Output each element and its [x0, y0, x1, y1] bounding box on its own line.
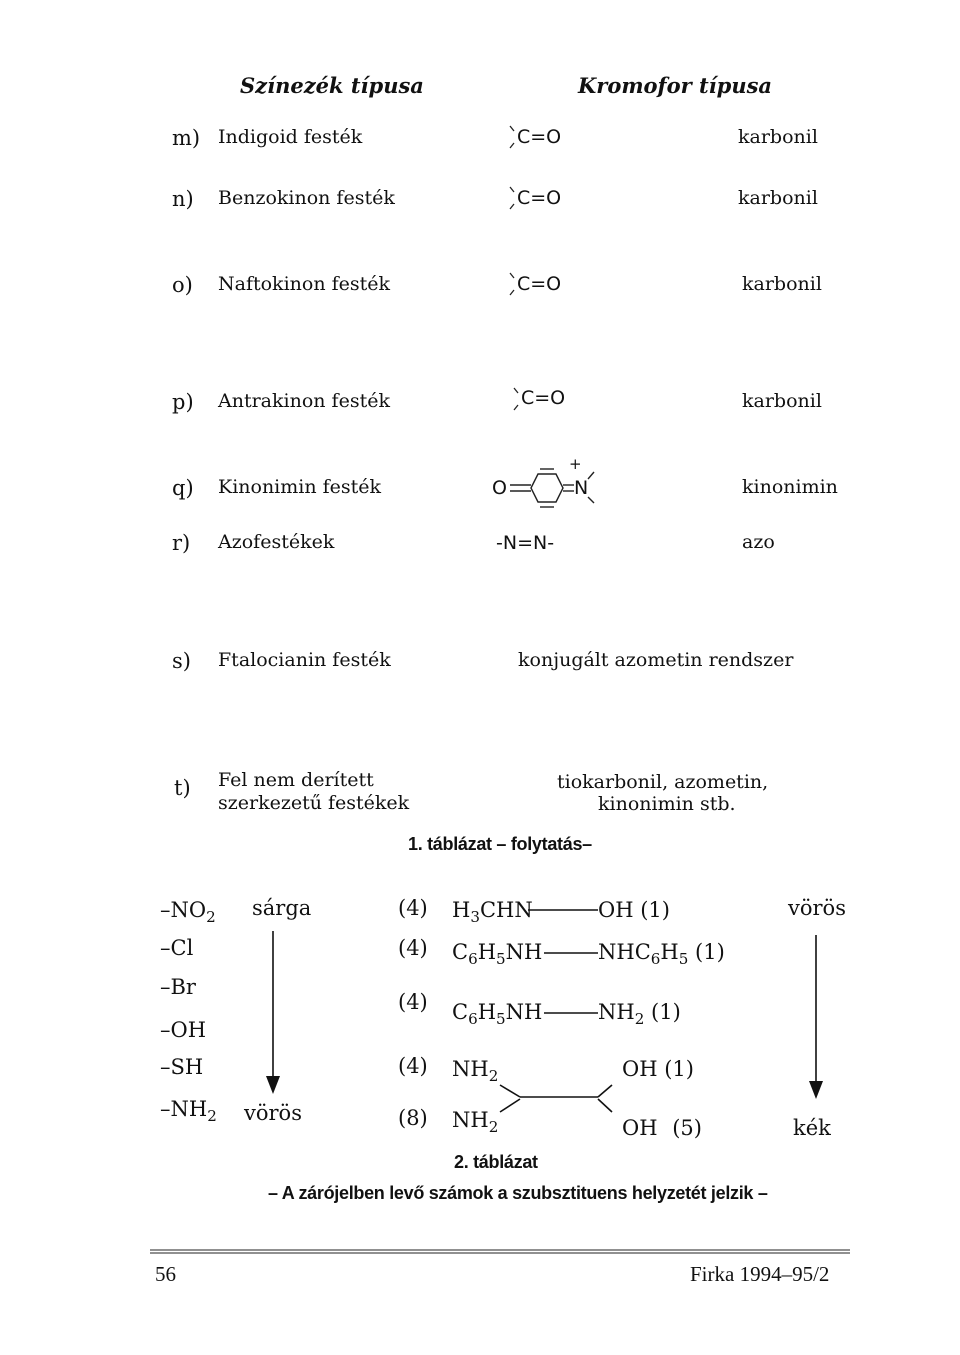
row-letter: r)	[172, 531, 191, 555]
position-number: (4)	[398, 990, 428, 1014]
dye-name: Naftokinon festék	[218, 273, 391, 295]
right-arrow-head	[809, 1081, 823, 1099]
journal-issue: Firka 1994–95/2	[690, 1262, 830, 1286]
quinone-oxygen: O	[492, 477, 507, 499]
formula-left: $NH_2$	[452, 1057, 499, 1086]
table2-arrows	[273, 931, 816, 1085]
position-number: (4)	[398, 936, 428, 960]
formula-left: $C_6H_5NH$	[452, 1000, 543, 1029]
dye-name-line2: szerkezetű festékek	[218, 792, 410, 814]
formula-right: OH (5)	[622, 1116, 702, 1140]
chromophore-formula: C=O	[517, 187, 562, 209]
position-number: (4)	[398, 896, 428, 920]
row-letter: p)	[172, 390, 194, 414]
chromophore-class: kinonimin	[742, 476, 838, 498]
table1-caption: 1. táblázat – folytatás–	[408, 834, 592, 854]
formula-right: $NHC_6H_5$ (1)	[598, 940, 725, 969]
row-letter: q)	[172, 476, 194, 500]
formula-left: $H_3CHN$	[452, 898, 533, 927]
formula-right: OH (1)	[622, 1057, 694, 1081]
chromophore-class: karbonil	[742, 273, 822, 295]
column-header-chromophore-type: Kromofor típusa	[578, 73, 773, 98]
left-arrow-head	[266, 1076, 280, 1094]
formula-left: $C_6H_5NH$	[452, 940, 543, 969]
formula-right: $NH_2$ (1)	[598, 1000, 681, 1029]
chromophore-formula: C=O	[521, 387, 566, 409]
dye-name: Antrakinon festék	[218, 390, 390, 412]
chromophore-class-line1: tiokarbonil, azometin,	[557, 771, 769, 793]
position-number: (8)	[398, 1106, 428, 1130]
row-letter: s)	[172, 649, 191, 673]
color-label-red: vörös	[244, 1101, 302, 1125]
substituent: –Br	[160, 975, 196, 999]
substituent: –SH	[160, 1055, 204, 1079]
chromophore-formula: -N=N-	[496, 532, 555, 554]
dye-name: Indigoid festék	[218, 126, 363, 148]
carbonyl-bond-ticks	[510, 126, 518, 410]
row-letter: m)	[172, 126, 201, 150]
row-letter: n)	[172, 187, 194, 211]
imine-nitrogen: N	[574, 477, 589, 499]
positive-charge: +	[569, 455, 582, 473]
footer-rule	[150, 1250, 850, 1253]
chromophore-class: azo	[742, 531, 775, 553]
chromophore-formula: C=O	[517, 273, 562, 295]
color-label-red: vörös	[788, 896, 846, 920]
chromophore-class: karbonil	[738, 126, 818, 148]
row-letter: t)	[174, 776, 191, 800]
column-header-dye-type: Színezék típusa	[240, 73, 424, 98]
chromophore-formula: C=O	[517, 126, 562, 148]
dye-name-line1: Fel nem derített	[218, 769, 374, 791]
chromophore-class-line2: kinonimin stb.	[598, 793, 736, 815]
substituent: –OH	[160, 1018, 207, 1042]
dye-name: Azofestékek	[218, 531, 335, 553]
table2-caption: 2. táblázat	[454, 1152, 538, 1172]
chromophore-class: karbonil	[742, 390, 822, 412]
dye-name: Kinonimin festék	[218, 476, 382, 498]
chromophore-class: karbonil	[738, 187, 818, 209]
color-label-yellow: sárga	[252, 896, 312, 920]
chromophore-class: konjugált azometin rendszer	[518, 649, 794, 671]
row-letter: o)	[172, 273, 193, 297]
formula-right: OH (1)	[598, 898, 670, 922]
page-number: 56	[155, 1262, 176, 1286]
dye-name: Ftalocianin festék	[218, 649, 391, 671]
substituent: $-NH_2$	[160, 1097, 217, 1126]
substituent: –Cl	[160, 936, 194, 960]
formula-left: $NH_2$	[452, 1108, 499, 1137]
color-label-blue: kék	[793, 1116, 831, 1140]
table2-note: – A zárójelben levő számok a szubsztituens helyzetét jelzik –	[268, 1183, 768, 1203]
dye-name: Benzokinon festék	[218, 187, 395, 209]
position-number: (4)	[398, 1054, 428, 1078]
substituent: $-NO_2$	[160, 898, 216, 927]
